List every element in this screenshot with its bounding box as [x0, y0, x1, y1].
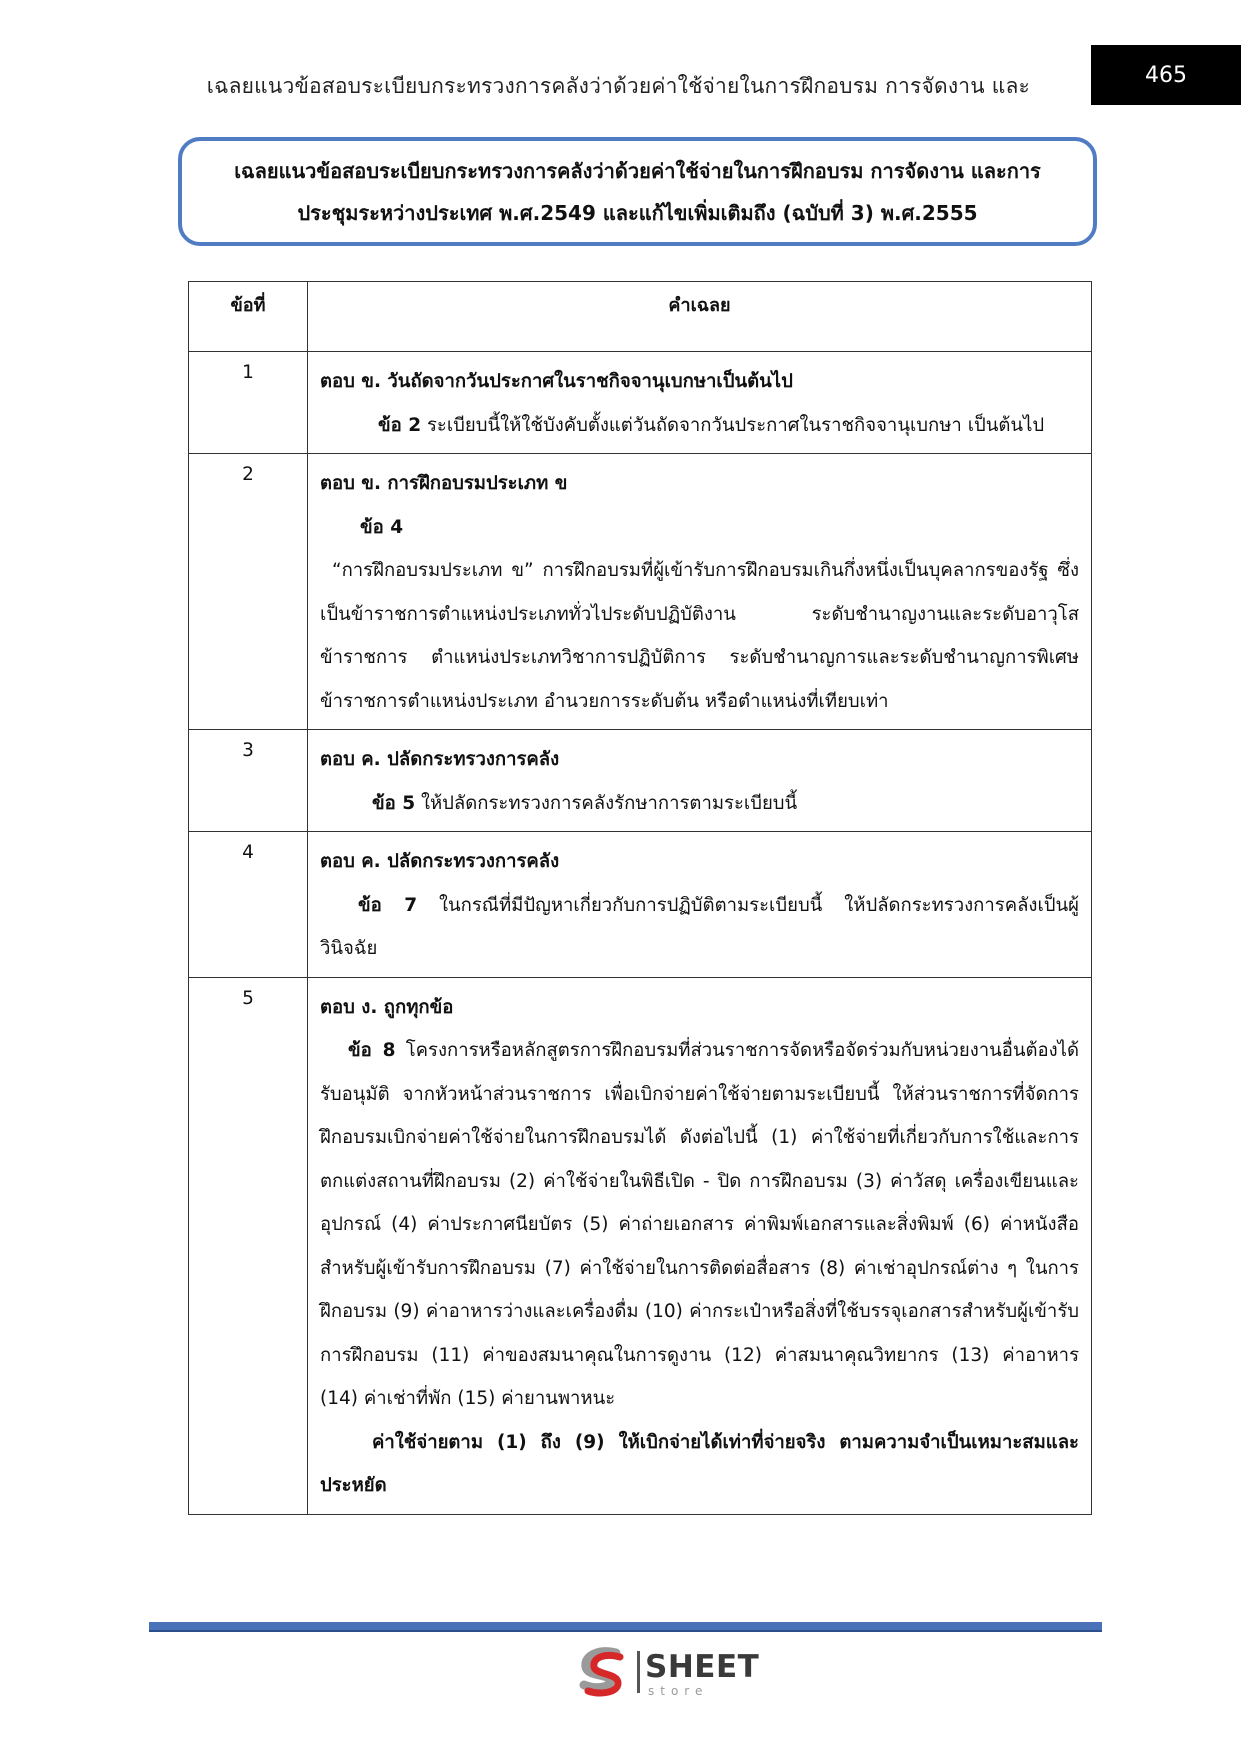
answer-cell [308, 352, 1092, 454]
clause-paragraph [320, 404, 1079, 448]
clause-paragraph [320, 1029, 1079, 1421]
title-line-2: ประชุมระหว่างประเทศ พ.ศ.2549 และแก้ไขเพิ่มเติมถึง (ฉบับที่ 3) พ.ศ.2555 [297, 200, 978, 225]
question-number: 5 [189, 977, 308, 1514]
table-row [189, 832, 1092, 978]
column-header-no: ข้อที่ [189, 282, 308, 352]
clause-text: ในกรณีที่มีปัญหาเกี่ยวกับการปฏิบัติตามระเบียบนี้ ให้ปลัดกระทรวงการคลังเป็นผู้วินิจฉัย [320, 894, 1079, 959]
title-line-1: เฉลยแนวข้อสอบระเบียบกระทรวงการคลังว่าด้วยค่าใช้จ่ายในการฝึกอบรม การจัดงาน และการ [234, 158, 1041, 183]
answer-cell [308, 977, 1092, 1514]
logo-wordmark: SHEET [645, 1649, 760, 1685]
question-number: 4 [189, 832, 308, 978]
clause-paragraph [320, 782, 1079, 826]
page-number: 465 [1091, 45, 1241, 105]
table-row [189, 730, 1092, 832]
column-header-answer: คำเฉลย [308, 282, 1092, 352]
clause-paragraph [320, 884, 1079, 971]
clause-text: ให้ปลัดกระทรวงการคลังรักษาการตามระเบียบนี้ [415, 792, 798, 814]
document-title-box [178, 137, 1097, 246]
clause-note: ค่าใช้จ่ายตาม (1) ถึง (9) ให้เบิกจ่ายได้เท่าที่จ่ายจริง ตามความจำเป็นเหมาะสมและประหยัด [320, 1431, 1079, 1496]
table-row [189, 977, 1092, 1514]
answer-choice: ตอบ ค. ปลัดกระทรวงการคลัง [320, 749, 560, 770]
clause-text: โครงการหรือหลักสูตรการฝึกอบรมที่ส่วนราชการจัดหรือจัดร่วมกับหน่วยงานอื่นต้องได้รับอนุมัติ จากหัวหน้าส่วนราชการ เพื่อเบิกจ่ายค่าใช้จ่ายตามระเบียบนี้ ให้ส่วนราชการที่จัดการฝึกอบรมเบิกจ่ายค่าใช้จ่ายในการฝึกอบรมได้ ดังต่อไปนี้ (1) ค่าใช้จ่ายที่เกี่ยวกับการใช้และการตกแต่งสถานที่ฝึกอบรม (2) ค่าใช้จ่ายในพิธีเปิด - ปิด การฝึกอบรม (3) ค่าวัสดุ เครื่องเขียนและอุปกรณ์ (4) ค่าประกาศนียบัตร (5) ค่าถ่ายเอกสาร ค่าพิมพ์เอกสารและสิ่งพิมพ์ (6) ค่าหนังสือสำหรับผู้เข้ารับการฝึกอบรม (7) ค่าใช้จ่ายในการติดต่อสื่อสาร (8) ค่าเช่าอุปกรณ์ต่าง ๆ ในการฝึกอบรม (9) ค่าอาหารว่างและเครื่องดื่ม (10) ค่ากระเป๋าหรือสิ่งที่ใช้บรรจุเอกสารสำหรับผู้เข้ารับการฝึกอบรม (11) ค่าของสมนาคุณในการดูงาน (12) ค่าสมนาคุณวิทยากร (13) ค่าอาหาร (14) ค่าเช่าที่พัก (15) ค่ายานพาหนะ [320, 1040, 1079, 1409]
sheet-store-logo [576, 1647, 760, 1699]
clause-text: ระเบียบนี้ให้ใช้บังคับตั้งแต่วันถัดจากวันประกาศในราชกิจจานุเบกษา เป็นต้นไป [421, 414, 1045, 436]
clause-label: ข้อ 4 [360, 516, 404, 538]
question-number: 2 [189, 454, 308, 730]
running-header: เฉลยแนวข้อสอบระเบียบกระทรวงการคลังว่าด้วยค่าใช้จ่ายในการฝึกอบรม การจัดงาน และ [206, 74, 1030, 98]
logo-divider [637, 1651, 640, 1693]
answer-cell [308, 832, 1092, 978]
question-number: 3 [189, 730, 308, 832]
answer-cell [308, 730, 1092, 832]
clause-label: ข้อ 7 [358, 894, 418, 916]
answer-choice: ตอบ ข. วันถัดจากวันประกาศในราชกิจจานุเบกษาเป็นต้นไป [320, 371, 793, 392]
answer-choice: ตอบ ข. การฝึกอบรมประเภท ข [320, 473, 568, 494]
clause-label: ข้อ 2 [378, 414, 422, 436]
footer-rule [149, 1622, 1102, 1632]
table-row [189, 454, 1092, 730]
table-row [189, 352, 1092, 454]
clause-label: ข้อ 5 [372, 792, 416, 814]
answer-cell [308, 454, 1092, 730]
logo-subtitle: store [648, 1684, 709, 1698]
sheet-store-s-icon [576, 1647, 632, 1699]
answer-table [188, 281, 1092, 1515]
answer-choice: ตอบ ค. ปลัดกระทรวงการคลัง [320, 851, 560, 872]
answer-choice: ตอบ ง. ถูกทุกข้อ [320, 996, 454, 1018]
clause-text: “การฝึกอบรมประเภท ข” การฝึกอบรมที่ผู้เข้ารับการฝึกอบรมเกินกึ่งหนึ่งเป็นบุคลากรของรัฐ ซึ่งเป็นข้าราชการตำแหน่งประเภททั่วไประดับปฏิบัติงาน ระดับชำนาญงานและระดับอาวุโส ข้าราชการ ตำแหน่งประเภทวิชาการปฏิบัติการ ระดับชำนาญการและระดับชำนาญการพิเศษ ข้าราชการตำแหน่งประเภท อำนวยการระดับต้น หรือตำแหน่งที่เทียบเท่า [320, 560, 1079, 712]
clause-label: ข้อ 8 [348, 1040, 396, 1061]
table-header-row [189, 282, 1092, 352]
question-number: 1 [189, 352, 308, 454]
